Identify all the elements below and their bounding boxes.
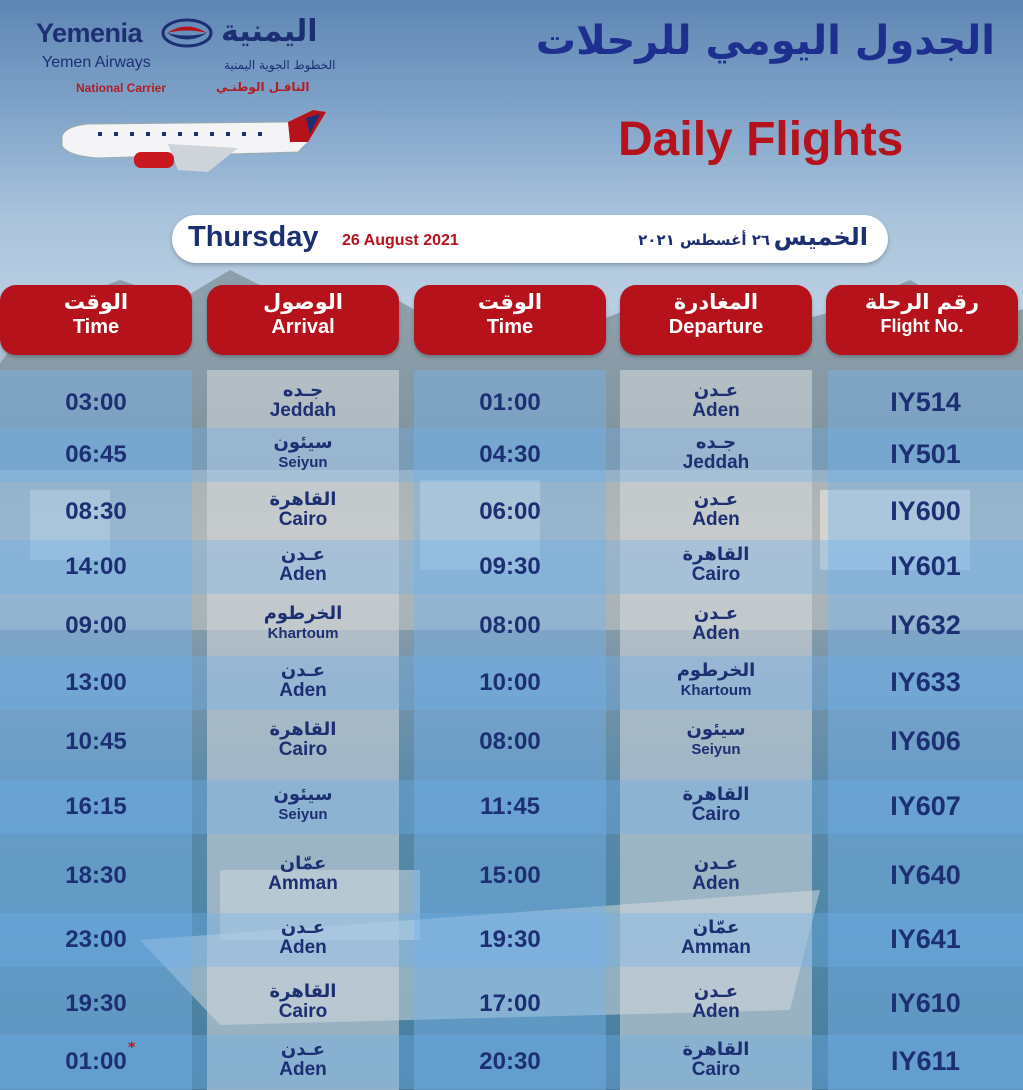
arrival-cell [207,545,399,585]
departure-city-en: Cairo [691,1059,741,1080]
departure-cell [620,720,812,760]
departure-city-en: Khartoum [680,682,752,699]
arrival-city-en: Jeddah [269,400,337,421]
arr-time-cell: 10:45 [65,728,127,755]
arr-time-cell: 18:30 [65,862,127,889]
date-en: 26 August 2021 [342,232,459,249]
departure-city-ar: عمّان [692,917,740,938]
departure-city-en: Aden [692,1001,740,1022]
departure-city-en: Aden [692,509,740,530]
page-title-en: Daily Flights [618,113,904,166]
arrival-cell [207,490,399,530]
arrival-cell [207,1040,399,1080]
arrival-city-en: Khartoum [267,625,339,642]
day-en: Thursday [188,221,319,253]
arrival-city-ar: عـدن [280,1039,326,1060]
arr-time-cell: 08:30 [65,498,127,525]
header-label-en: Flight No. [880,316,964,336]
departure-city-ar: عـدن [693,380,739,401]
arr-time-cell: 03:00 [65,389,127,416]
dep-time-cell: 20:30 [479,1048,541,1075]
dep-time-cell: 08:00 [479,728,541,755]
departure-cell [620,1040,812,1080]
flight-number-cell: IY607 [890,791,961,821]
departure-cell [620,381,812,421]
dep-time-cell: 19:30 [479,926,541,953]
departure-city-ar: عـدن [693,603,739,624]
carrier-label-ar: الناقـل الوطنـي [216,80,310,94]
arrival-city-ar: القاهرة [269,719,337,740]
arr-time-cell: 16:15 [65,793,127,820]
flight-number-cell: IY610 [890,988,961,1018]
departure-city-en: Seiyun [691,741,741,758]
dep-time-cell: 01:00 [479,389,541,416]
departure-cell [620,982,812,1022]
arrival-city-en: Aden [279,937,327,958]
arr-time-cell: 13:00 [65,669,127,696]
carrier-label-en: National Carrier [76,81,167,95]
arrival-city-ar: جـده [282,380,324,401]
departure-cell [620,490,812,530]
arrival-city-en: Amman [268,873,338,894]
dep-time-cell: 08:00 [479,612,541,639]
arr-time-cell: 19:30 [65,990,127,1017]
yemenia-logo [36,14,366,109]
dep-time-cell: 17:00 [479,990,541,1017]
departure-city-en: Jeddah [682,452,750,473]
flight-number-cell: IY514 [890,387,961,417]
departure-cell [620,545,812,585]
arrival-city-ar: عـدن [280,544,326,565]
arr-time-cell: 09:00 [65,612,127,639]
departure-city-ar: القاهرة [682,544,750,565]
departure-city-ar: عـدن [693,853,739,874]
airplane-icon [58,108,333,176]
arrival-city-en: Aden [279,680,327,701]
departure-city-en: Cairo [691,564,741,585]
flight-number-cell: IY633 [890,667,961,697]
arrival-cell [207,381,399,421]
departure-city-ar: القاهرة [682,1039,750,1060]
arrival-city-ar: سيئون [273,432,333,453]
flight-number-cell: IY640 [890,860,961,890]
header-label-ar: الوصول [263,290,343,314]
arrival-cell [207,854,399,894]
header-arrival [207,285,399,355]
flight-number-cell: IY611 [890,1046,961,1076]
header-label-en: Time [72,316,120,338]
page-title-ar: الجدول اليومي للرحلات [535,18,995,64]
dep-time-cell: 10:00 [479,669,541,696]
brand-sub-ar: الخطوط الجوية اليمنية [224,58,336,72]
departure-city-en: Amman [681,937,751,958]
brand-name-en: Yemenia [36,18,143,48]
arrival-city-ar: الخرطوم [263,603,343,624]
arrival-city-ar: عمّان [279,853,327,874]
dep-time-cell: 11:45 [479,793,541,820]
arrival-city-en: Seiyun [278,454,328,471]
header-departure [620,285,812,355]
arrival-city-en: Aden [279,1059,327,1080]
departure-city-ar: القاهرة [682,784,750,805]
arrival-city-ar: عـدن [280,660,326,681]
header-label-ar: رقم الرحلة [864,290,980,314]
brand-name-ar: اليمنية [221,14,318,49]
header-label-ar: المغادرة [673,290,759,314]
arrival-city-ar: القاهرة [269,981,337,1002]
departure-cell [620,785,812,825]
header-label-en: Arrival [271,316,335,338]
departure-cell [620,604,812,644]
date-ar: ٢٦ أغسطس ٢٠٢١ [638,231,770,249]
date-bar [172,215,888,263]
arrival-city-en: Seiyun [278,806,328,823]
arrival-cell [207,604,399,644]
header-dep-time [414,285,606,355]
departure-cell [620,433,812,473]
arr-time-cell: 23:00 [65,926,127,953]
departure-city-ar: عـدن [693,489,739,510]
arrival-cell [207,982,399,1022]
header-label-en: Departure [668,316,764,338]
arrival-cell [207,720,399,760]
dep-time-cell: 04:30 [479,441,541,468]
departure-city-en: Aden [692,873,740,894]
departure-cell [620,918,812,958]
header-label-ar: الوقت [63,290,129,314]
dep-time-cell: 15:00 [479,862,541,889]
flight-number-cell: IY641 [890,924,961,954]
arr-time-cell: 06:45 [65,441,127,468]
flight-number-cell: IY601 [890,551,961,581]
arrival-city-en: Aden [279,564,327,585]
flight-number-cell: IY632 [890,610,961,640]
yemenia-emblem-icon [161,18,213,48]
arr-time-cell: 01:00 [65,1048,127,1075]
flight-number-cell: IY501 [890,439,961,469]
flight-number-cell: IY600 [890,496,961,526]
departure-cell [620,854,812,894]
header-label-en: Time [486,316,534,338]
departure-city-en: Cairo [691,804,741,825]
arrival-city-en: Cairo [278,1001,328,1022]
departure-city-ar: الخرطوم [676,660,756,681]
departure-city-ar: عـدن [693,981,739,1002]
departure-city-en: Aden [692,623,740,644]
departure-city-ar: سيئون [686,719,746,740]
arrival-cell [207,918,399,958]
flight-number-cell: IY606 [890,726,961,756]
header-label-ar: الوقت [477,290,543,314]
departure-cell [620,661,812,701]
dep-time-cell: 09:30 [479,553,541,580]
dep-time-cell: 06:00 [479,498,541,525]
day-ar: الخميس [773,223,868,251]
arrival-cell [207,433,399,473]
departure-city-en: Aden [692,400,740,421]
arrival-city-ar: عـدن [280,917,326,938]
arrival-cell [207,661,399,701]
footnote-star-icon: * [128,1040,136,1056]
departure-city-ar: جـده [695,432,737,453]
arrival-city-en: Cairo [278,509,328,530]
header-arr-time [0,285,192,355]
arr-time-cell: 14:00 [65,553,127,580]
brand-sub-en: Yemen Airways [42,54,151,71]
arrival-cell [207,785,399,825]
header-flight-no [826,285,1018,355]
arrival-city-en: Cairo [278,739,328,760]
arrival-city-ar: القاهرة [269,489,337,510]
arrival-city-ar: سيئون [273,784,333,805]
